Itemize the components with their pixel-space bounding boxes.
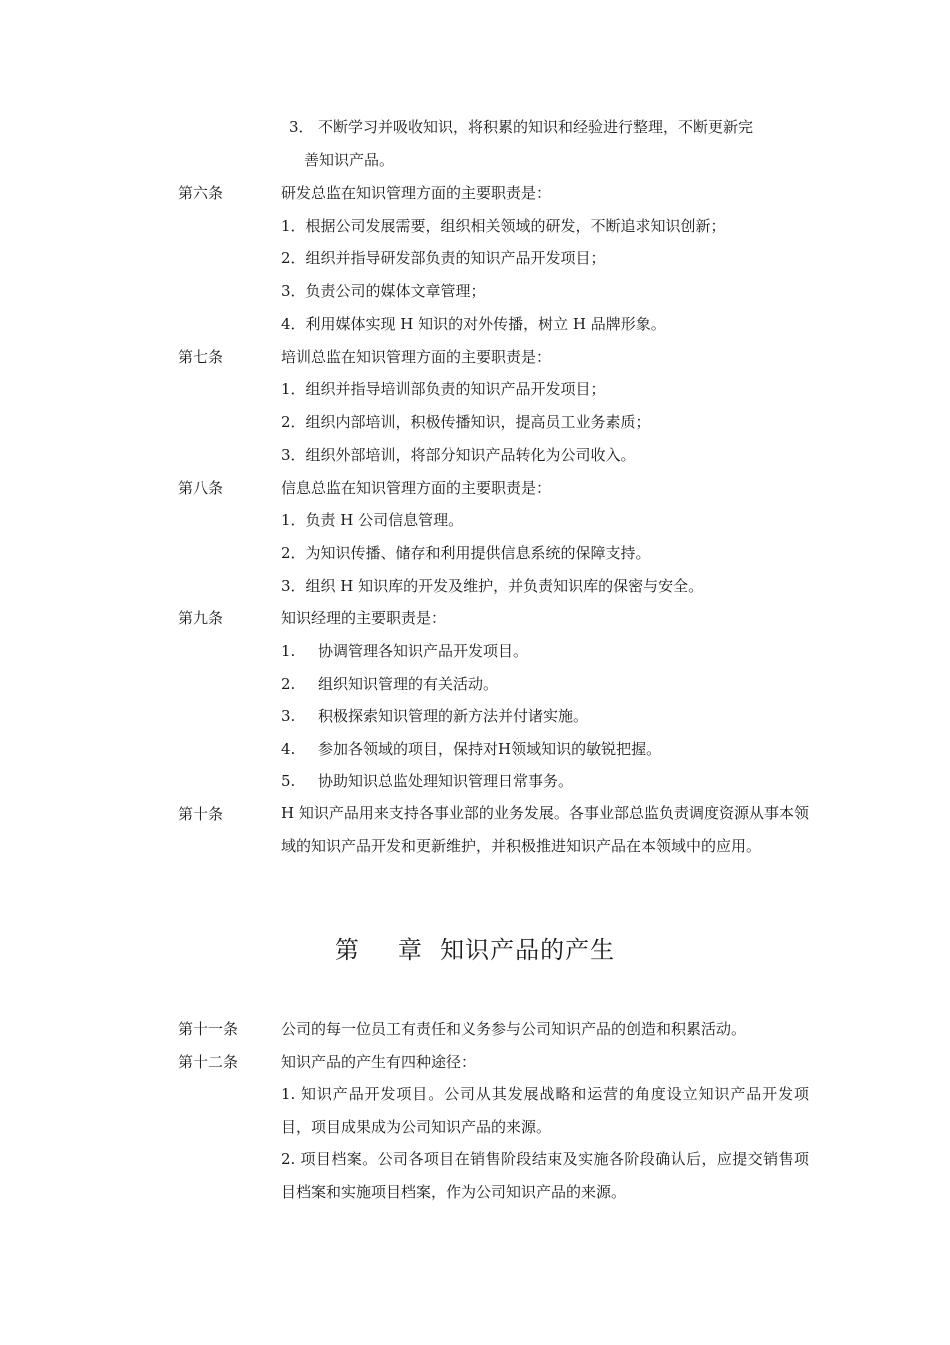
list-item: 1．根据公司发展需要，组织相关领域的研发，不断追求知识创新； <box>281 217 726 235</box>
article-heading: 信息总监在知识管理方面的主要职责是： <box>281 479 552 497</box>
article-label: 第九条 <box>178 609 224 627</box>
list-item: 2．组织内部培训，积极传播知识，提高员工业务素质； <box>281 413 651 431</box>
article-paragraph: 公司的每一位员工有责任和义务参与公司知识产品的创造和积累活动。 <box>281 1020 747 1038</box>
article-heading: 知识经理的主要职责是： <box>281 609 447 627</box>
list-item: 3．负责公司的媒体文章管理； <box>281 282 486 300</box>
list-item: 3．组织外部培训，将部分知识产品转化为公司收入。 <box>281 446 636 464</box>
article-label: 第十二条 <box>178 1053 239 1071</box>
list-item: 参加各领域的项目，保持对H领域知识的敏锐把握。 <box>318 740 662 758</box>
article-heading: 培训总监在知识管理方面的主要职责是： <box>281 348 552 366</box>
list-item: 积极探索知识管理的新方法并付诸实施。 <box>318 707 589 725</box>
article-label: 第八条 <box>178 479 224 497</box>
chapter-suffix: 章 <box>397 936 423 964</box>
article-heading: 知识产品的产生有四种途径： <box>281 1053 477 1071</box>
article-label: 第七条 <box>178 348 224 366</box>
chapter-heading <box>0 934 950 966</box>
chapter-title: 知识产品的产生 <box>440 936 616 964</box>
list-item-number: 2. <box>281 675 296 693</box>
list-item-number: 5. <box>281 772 296 790</box>
list-item: 1．负责 H 公司信息管理。 <box>281 511 464 529</box>
list-item: 1．组织并指导培训部负责的知识产品开发项目； <box>281 380 606 398</box>
list-item: 协助知识总监处理知识管理日常事务。 <box>318 772 574 790</box>
chapter-prefix: 第 <box>334 936 360 964</box>
item-number: 3． <box>289 118 314 136</box>
list-item: 3．组织 H 知识库的开发及维护，并负责知识库的保密与安全。 <box>281 577 704 595</box>
article-paragraph: H 知识产品用来支持各事业部的业务发展。各事业部总监负责调度资源从事本领域的知识产品开发和更新维护，并积极推进知识产品在本领域中的应用。 <box>281 804 809 855</box>
list-item: 组织知识管理的有关活动。 <box>318 675 499 693</box>
list-item-number: 3. <box>281 707 296 725</box>
list-item-number: 1. <box>281 642 296 660</box>
article-label: 第十一条 <box>178 1020 239 1038</box>
list-item: 2．组织并指导研发部负责的知识产品开发项目； <box>281 249 606 267</box>
list-item-number: 4. <box>281 740 296 758</box>
article-heading: 研发总监在知识管理方面的主要职责是： <box>281 184 552 202</box>
list-item: 4．利用媒体实现 H 知识的对外传播，树立 H 品牌形象。 <box>281 315 666 333</box>
list-item: 协调管理各知识产品开发项目。 <box>318 642 529 660</box>
list-item: 2. 项目档案。公司各项目在销售阶段结束及实施各阶段确认后，应提交销售项目档案和实施项目档案，作为公司知识产品的来源。 <box>281 1150 809 1201</box>
item-text-continued: 善知识产品。 <box>304 151 395 169</box>
list-item: 2．为知识传播、储存和利用提供信息系统的保障支持。 <box>281 544 651 562</box>
item-text: 不断学习并吸收知识，将积累的知识和经验进行整理，不断更新完 <box>318 118 754 136</box>
article-label: 第十条 <box>178 805 224 823</box>
list-item: 1. 知识产品开发项目。公司从其发展战略和运营的角度设立知识产品开发项目，项目成果成为公司知识产品的来源。 <box>281 1085 809 1136</box>
article-label: 第六条 <box>178 184 224 202</box>
